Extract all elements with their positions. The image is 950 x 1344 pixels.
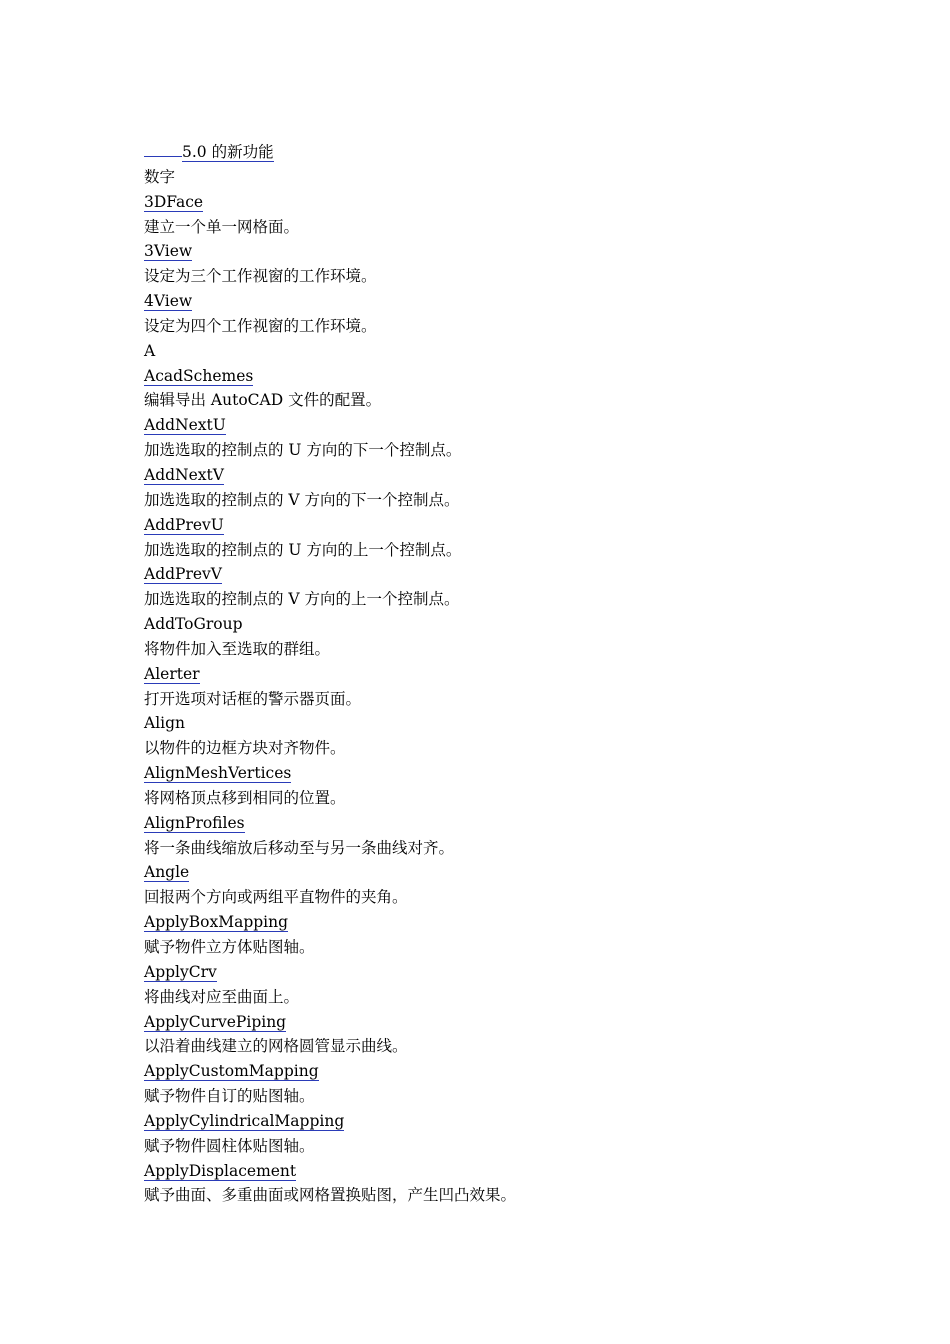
title-indent	[144, 142, 182, 157]
description-text: 加选选取的控制点的 V 方向的下一个控制点。	[144, 490, 460, 509]
command-entry	[144, 364, 844, 389]
description-text: 编辑导出 AutoCAD 文件的配置。	[144, 391, 382, 410]
description-text: 设定为四个工作视窗的工作环境。	[144, 316, 377, 335]
description-text: 赋予物件自订的贴图轴。	[144, 1087, 315, 1106]
description-text: AddToGroup	[144, 615, 243, 634]
command-link[interactable]: ApplyCustomMapping	[144, 1062, 319, 1081]
command-entry	[144, 463, 844, 488]
description-text: 将曲线对应至曲面上。	[144, 987, 300, 1006]
command-link[interactable]: AddPrevV	[144, 565, 222, 584]
description-text: 赋予物件立方体贴图轴。	[144, 938, 315, 956]
command-entry	[144, 513, 844, 538]
command-entry	[144, 289, 844, 314]
title-text[interactable]: 5.0 的新功能	[182, 143, 274, 161]
description-text: 将物件加入至选取的群组。	[144, 639, 331, 658]
description-text: 将网格顶点移到相同的位置。	[144, 788, 346, 807]
command-entry	[144, 910, 844, 935]
entry-list	[144, 165, 844, 1208]
description-text: 设定为三个工作视窗的工作环境。	[144, 267, 377, 286]
command-link[interactable]: AddPrevU	[144, 515, 224, 534]
command-entry	[144, 811, 844, 836]
description-text: 赋予物件圆柱体贴图轴。	[144, 1136, 315, 1155]
description-text: 以物件的边框方块对齐物件。	[144, 739, 346, 758]
command-entry	[144, 860, 844, 885]
command-link[interactable]: ApplyDisplacement	[144, 1161, 297, 1180]
document-title[interactable]	[144, 140, 844, 165]
command-entry	[144, 662, 844, 687]
command-entry	[144, 1010, 844, 1035]
document-page	[144, 140, 844, 1208]
description-text: 加选选取的控制点的 U 方向的上一个控制点。	[144, 540, 462, 559]
command-link[interactable]: 3View	[144, 242, 193, 261]
command-link[interactable]: AlignProfiles	[144, 813, 245, 832]
description-text: 回报两个方向或两组平直物件的夹角。	[144, 888, 408, 907]
description-text: 将一条曲线缩放后移动至与另一条曲线对齐。	[144, 838, 455, 857]
command-link[interactable]: 4View	[144, 292, 193, 311]
command-entry	[144, 562, 844, 587]
command-link[interactable]: ApplyCurvePiping	[144, 1012, 287, 1031]
command-entry	[144, 1109, 844, 1134]
description-text: 加选选取的控制点的 U 方向的下一个控制点。	[144, 441, 462, 460]
command-entry	[144, 190, 844, 215]
command-link[interactable]: Alerter	[144, 664, 200, 683]
description-text: 建立一个单一网格面。	[144, 217, 300, 236]
command-link[interactable]: Angle	[144, 863, 190, 882]
description-text: Align	[144, 714, 186, 733]
description-text: A	[144, 341, 156, 360]
command-link[interactable]: AddNextV	[144, 465, 224, 484]
command-link[interactable]: AlignMeshVertices	[144, 764, 292, 783]
command-entry	[144, 761, 844, 786]
command-entry	[144, 960, 844, 985]
command-entry	[144, 1059, 844, 1084]
description-text: 赋予曲面、多重曲面或网格置换贴图，产生凹凸效果。	[144, 1186, 517, 1205]
description-text: 数字	[144, 167, 176, 186]
description-text: 加选选取的控制点的 V 方向的上一个控制点。	[144, 590, 460, 609]
description-text: 以沿着曲线建立的网格圆管显示曲线。	[144, 1037, 408, 1056]
command-entry	[144, 1159, 844, 1184]
command-link[interactable]: ApplyBoxMapping	[144, 913, 289, 932]
command-link[interactable]: ApplyCrv	[144, 962, 217, 981]
command-entry	[144, 413, 844, 438]
command-link[interactable]: ApplyCylindricalMapping	[144, 1111, 345, 1130]
description-text: 打开选项对话框的警示器页面。	[144, 689, 362, 708]
command-link[interactable]: AcadSchemes	[144, 366, 254, 385]
command-link[interactable]: 3DFace	[144, 192, 204, 211]
command-link[interactable]: AddNextU	[144, 416, 226, 435]
command-entry	[144, 239, 844, 264]
